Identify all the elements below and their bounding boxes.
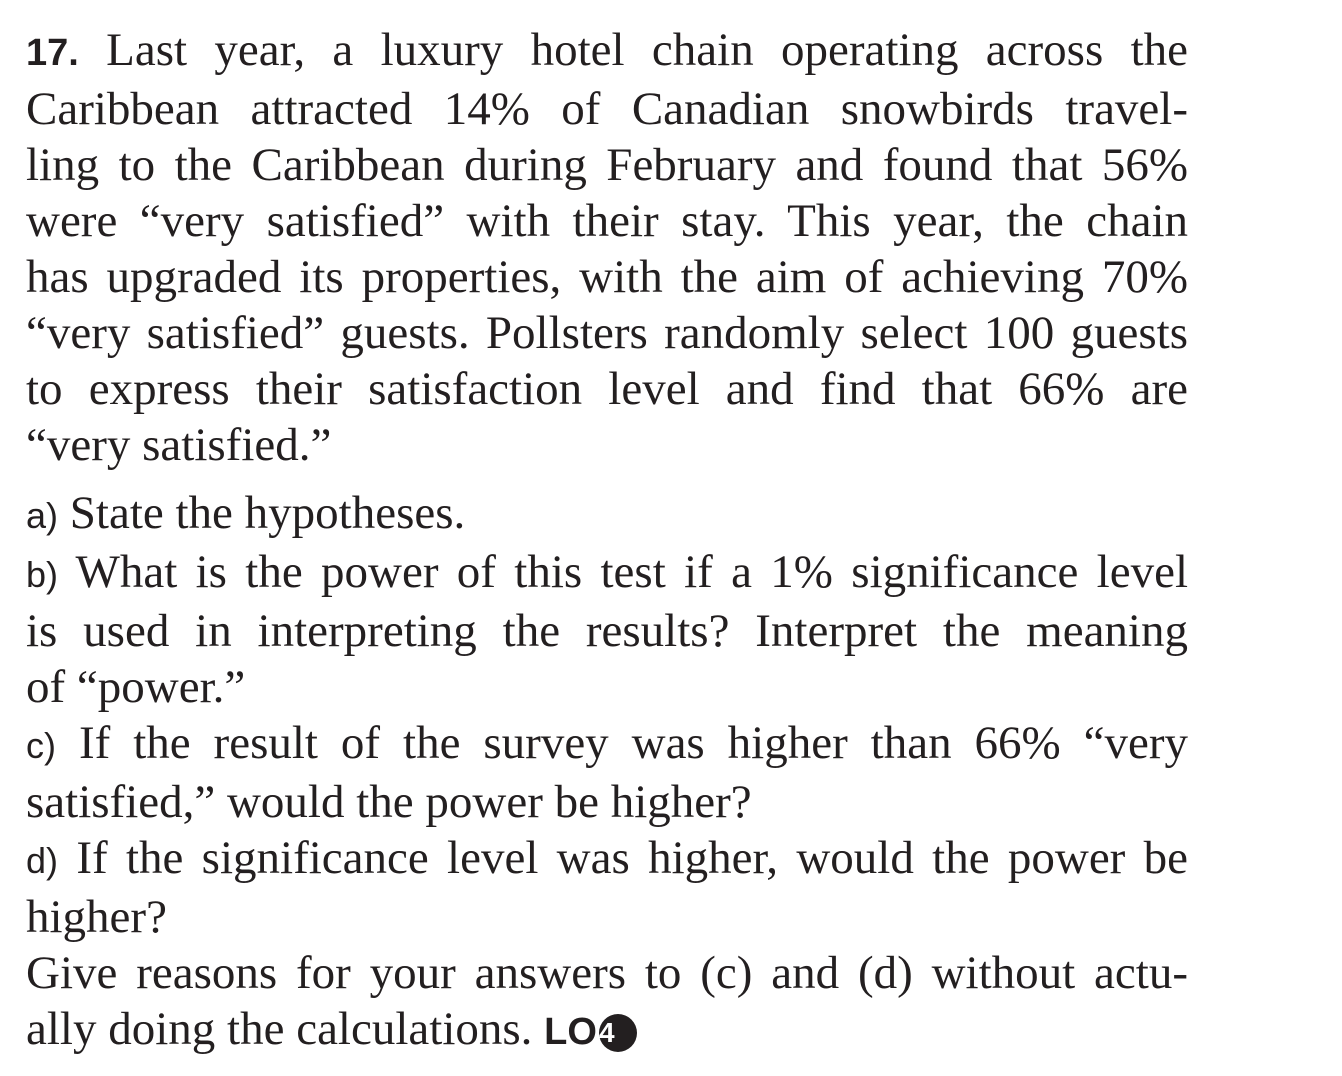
closing-text: ally doing the calculations. [26, 1003, 533, 1055]
learning-objective-badge: 4 [599, 1014, 637, 1052]
problem-number: 17. [26, 32, 79, 74]
closing-line-2 [26, 1001, 1188, 1060]
part-c-label: c) [26, 725, 56, 766]
part-b-line-1 [26, 544, 1188, 603]
part-b-text: What is the power of this test if a 1% significance level [75, 546, 1188, 598]
stem-line-2: Caribbean attracted 14% of Canadian snowbirds travel- [26, 83, 1188, 135]
part-a [26, 485, 1188, 544]
part-b-line-2: is used in interpreting the results? Interpret the meaning [26, 605, 1188, 657]
stem-line-1 [26, 22, 1188, 81]
closing-line-1: Give reasons for your answers to (c) and (d) without actu- [26, 947, 1188, 999]
part-b-label: b) [26, 554, 59, 595]
part-d-line-1 [26, 830, 1188, 889]
stem-line-6: “very satisfied” guests. Pollsters randomly select 100 guests [26, 307, 1188, 359]
part-d-label: d) [26, 840, 59, 881]
stem-line-3: ling to the Caribbean during February and found that 56% [26, 139, 1188, 191]
part-d-line-2: higher? [26, 891, 167, 943]
part-c-line-2: satisfied,” would the power be higher? [26, 776, 752, 828]
part-c-text: If the result of the survey was higher than 66% “very [78, 717, 1189, 769]
part-c-line-1 [26, 715, 1188, 774]
learning-objective-label: LO [544, 1011, 597, 1053]
part-d-text: If the significance level was higher, would the power be [76, 832, 1188, 884]
stem-text: Last year, a luxury hotel chain operating across the [106, 24, 1188, 76]
part-a-text: State the hypotheses. [69, 487, 466, 539]
problem-17 [26, 22, 1188, 1060]
part-b-line-3: of “power.” [26, 661, 246, 713]
part-a-label: a) [26, 495, 59, 536]
stem-line-7: to express their satisfaction level and find that 66% are [26, 363, 1188, 415]
stem-line-8: “very satisfied.” [26, 419, 332, 471]
section-gap [26, 473, 1188, 485]
stem-line-5: has upgraded its properties, with the aim of achieving 70% [26, 251, 1188, 303]
stem-line-4: were “very satisfied” with their stay. This year, the chain [26, 195, 1188, 247]
